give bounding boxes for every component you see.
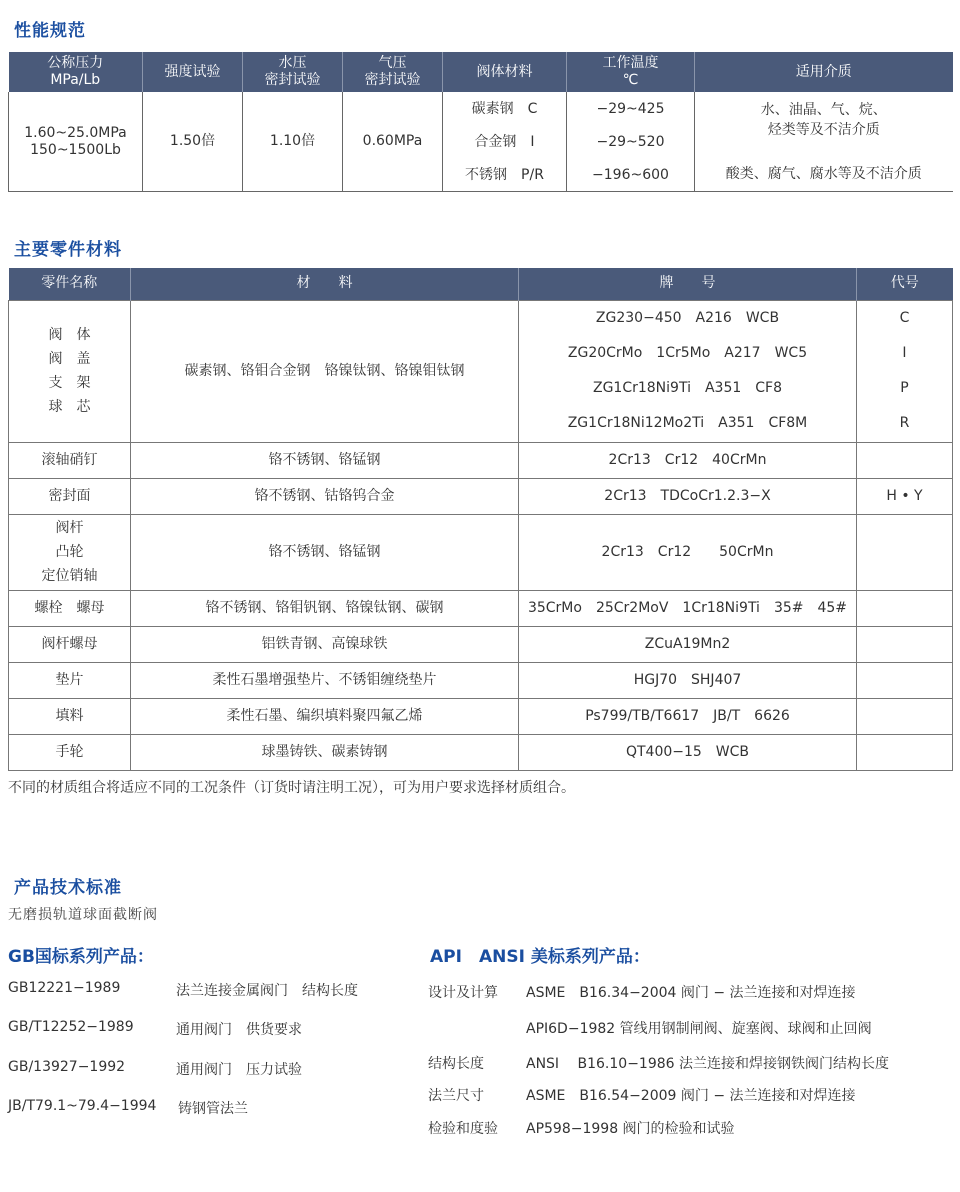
temp-alloy: −29~520: [596, 133, 665, 150]
pressure-cell: [9, 92, 143, 192]
material-note: 不同的材质组合将适应不同的工况条件（订货时请注明工况），可为用户要求选择材质组合。: [8, 780, 575, 796]
table-row: [9, 662, 953, 698]
part-name-cell: [9, 300, 131, 442]
standard-code: GB/T12252−1989: [8, 1019, 134, 1035]
table-row: [9, 626, 953, 662]
part-code-cell: [857, 662, 953, 698]
material-alloy: 合金钢 I: [474, 133, 535, 150]
standard-desc: API6D−1982 管线用钢制闸阀、旋塞阀、球阀和止回阀: [526, 1021, 872, 1037]
product-subtitle: 无磨损轨道球面截断阀: [8, 907, 158, 923]
part-code: C: [899, 310, 910, 326]
table-row: [9, 514, 953, 590]
gb-series-title: GB国标系列产品：: [8, 947, 154, 967]
material-carbon: 碳素钢 C: [471, 100, 538, 117]
parts-section-title: 主要零件材料: [14, 240, 122, 260]
part-name: 球 芯: [48, 399, 91, 415]
part-grade-cell: 2Cr13 Cr12 50CrMn: [519, 514, 857, 590]
medium-acid: 酸类、腐气、腐水等及不洁介质: [725, 165, 922, 182]
part-material-cell: 铝铁青钢、高镍球铁: [131, 626, 519, 662]
standard-code: GB12221−1989: [8, 980, 121, 996]
part-name-cell: 阀杆 凸轮 定位销轴: [9, 514, 131, 590]
standard-category: 法兰尺寸: [428, 1088, 484, 1104]
api-series-title: API ANSI 美标系列产品：: [430, 947, 650, 967]
material-stainless: 不锈钢 P/R: [465, 166, 544, 183]
table-row: [9, 478, 953, 514]
table-row: [9, 442, 953, 478]
part-name: 阀 体: [48, 327, 91, 343]
perf-section-title: 性能规范: [14, 21, 86, 41]
part-grade-cell: HGJ70 SHJ407: [519, 662, 857, 698]
standard-category: 结构长度: [428, 1056, 484, 1072]
performance-table: [8, 52, 953, 192]
standard-desc: ANSI B16.10−1986 法兰连接和焊接钢铁阀门结构长度: [526, 1056, 890, 1072]
standard-desc: 铸钢管法兰: [178, 1101, 248, 1117]
standard-desc: 法兰连接金属阀门 结构长度: [176, 983, 358, 999]
part-name-cell: 滚轴硝钉: [9, 442, 131, 478]
perf-header-cell: 强度试验: [143, 52, 243, 92]
part-name-cell: 螺栓 螺母: [9, 590, 131, 626]
part-material-cell: 铬不锈钢、铬钼钒钢、铬镍钛钢、碳钢: [131, 590, 519, 626]
standard-desc: ASME B16.34−2004 阀门 − 法兰连接和对焊连接: [526, 985, 856, 1001]
table-row: [9, 590, 953, 626]
standards-section-title: 产品技术标准: [14, 878, 122, 898]
part-material-cell: 铬不锈钢、铬锰钢: [131, 514, 519, 590]
part-code-cell: [857, 626, 953, 662]
part-grade-cell: Ps799/TB/T6617 JB/T 6626: [519, 698, 857, 734]
part-grade: ZG1Cr18Ni9Ti A351 CF8: [592, 380, 782, 396]
standard-code: GB/13927−1992: [8, 1059, 126, 1075]
part-material-cell: 碳素钢、铬钼合金钢 铬镍钛钢、铬镍钼钛钢: [131, 300, 519, 442]
body-material-cell: [443, 92, 567, 192]
part-code-cell: [857, 734, 953, 770]
gas-seal-cell: 0.60MPa: [343, 92, 443, 192]
standard-desc: ASME B16.54−2009 阀门 − 法兰连接和对焊连接: [526, 1088, 856, 1104]
parts-header-row: [9, 268, 953, 300]
parts-header-cell: 牌 号: [519, 268, 857, 300]
part-code: R: [899, 415, 910, 431]
part-name-cell: 垫片: [9, 662, 131, 698]
part-name-cell: 密封面: [9, 478, 131, 514]
water-seal-cell: 1.10倍: [243, 92, 343, 192]
part-code-cell: H • Y: [857, 478, 953, 514]
parts-header-cell: 代号: [857, 268, 953, 300]
part-name-cell: 阀杆螺母: [9, 626, 131, 662]
standard-desc: 通用阀门 供货要求: [176, 1022, 302, 1038]
part-grade-cell: [519, 300, 857, 442]
table-row: [9, 734, 953, 770]
part-name-cell: 手轮: [9, 734, 131, 770]
part-grade-cell: 2Cr13 TDCoCr1.2.3−X: [519, 478, 857, 514]
standard-desc: 通用阀门 压力试验: [176, 1062, 302, 1078]
perf-header-cell: 气压 密封试验: [343, 52, 443, 92]
part-grade-cell: ZCuA19Mn2: [519, 626, 857, 662]
table-row: [9, 300, 953, 442]
parts-header-cell: 零件名称: [9, 268, 131, 300]
temperature-cell: [567, 92, 695, 192]
part-name: 支 架: [48, 375, 91, 391]
parts-header-cell: 材 料: [131, 268, 519, 300]
part-material-cell: 铬不锈钢、钴铬钨合金: [131, 478, 519, 514]
parts-table: [8, 268, 953, 771]
perf-header-cell: 适用介质: [695, 52, 953, 92]
strength-test-cell: 1.50倍: [143, 92, 243, 192]
part-material-cell: 球墨铸铁、碳素铸钢: [131, 734, 519, 770]
part-name: 阀 盖: [48, 351, 91, 367]
standard-category: 检验和度验: [428, 1121, 498, 1137]
part-code: I: [902, 345, 907, 361]
part-grade-cell: QT400−15 WCB: [519, 734, 857, 770]
medium-general: 水、油晶、气、烷、 烃类等及不洁介质: [760, 101, 887, 138]
temp-stainless: −196~600: [592, 166, 669, 183]
perf-header-row: [9, 52, 953, 92]
part-code: P: [900, 380, 909, 396]
part-code-cell: [857, 698, 953, 734]
perf-header-cell: 阀体材料: [443, 52, 567, 92]
pressure-mpa: 1.60~25.0MPa: [24, 124, 127, 141]
part-grade: ZG20CrMo 1Cr5Mo A217 WC5: [567, 345, 808, 361]
part-code-cell: [857, 514, 953, 590]
temp-carbon: −29~425: [596, 100, 665, 117]
part-code-cell: [857, 590, 953, 626]
table-row: [9, 698, 953, 734]
standard-code: JB/T79.1~79.4−1994: [8, 1098, 157, 1114]
standard-desc: AP598−1998 阀门的检验和试验: [526, 1121, 735, 1137]
standard-category: 设计及计算: [428, 985, 498, 1001]
part-grade-cell: 35CrMo 25Cr2MoV 1Cr18Ni9Ti 35# 45#: [519, 590, 857, 626]
pressure-lb: 150~1500Lb: [30, 141, 121, 158]
part-name-cell: 填料: [9, 698, 131, 734]
part-material-cell: 铬不锈钢、铬锰钢: [131, 442, 519, 478]
part-material-cell: 柔性石墨增强垫片、不锈钼缠绕垫片: [131, 662, 519, 698]
part-code-cell: [857, 300, 953, 442]
perf-data-row: [9, 92, 953, 192]
perf-header-cell: 工作温度 ℃: [567, 52, 695, 92]
part-grade-cell: 2Cr13 Cr12 40CrMn: [519, 442, 857, 478]
perf-header-cell: 公称压力 MPa/Lb: [9, 52, 143, 92]
part-grade: ZG230−450 A216 WCB: [595, 310, 780, 326]
part-code-cell: [857, 442, 953, 478]
part-material-cell: 柔性石墨、编织填料聚四氟乙烯: [131, 698, 519, 734]
perf-header-cell: 水压 密封试验: [243, 52, 343, 92]
part-grade: ZG1Cr18Ni12Mo2Ti A351 CF8M: [567, 415, 808, 431]
medium-cell: [695, 92, 953, 192]
